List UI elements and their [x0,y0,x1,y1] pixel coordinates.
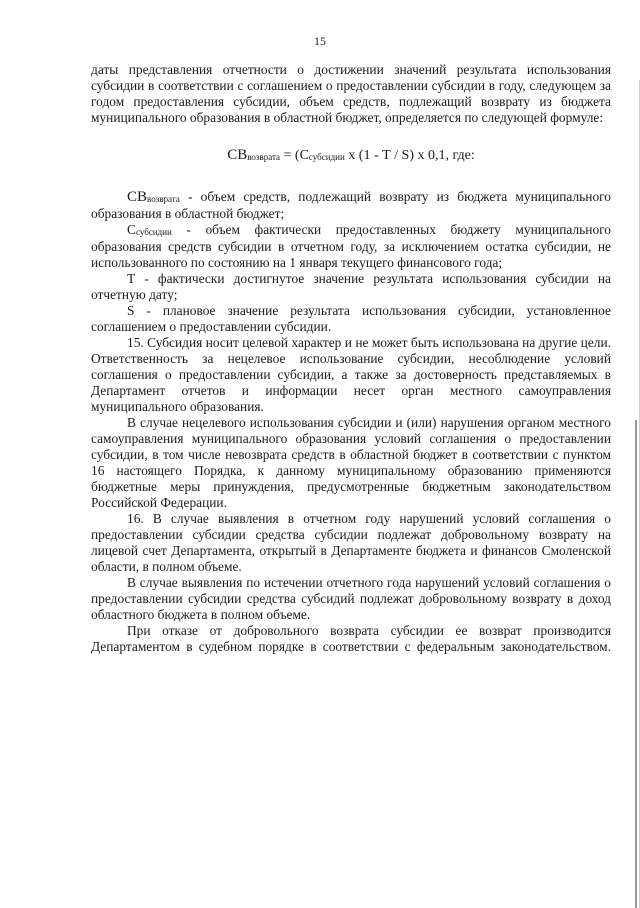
formula-rest: х (1 - Т / S) х 0,1, где: [344,148,475,163]
definition-s [91,303,611,335]
paragraph-15: 15. Субсидия носит целевой характер и не может быть использована на другие цели. Ответственность за нецелевое использование субсидии, несоблюдение условий соглашения о предоставлении субсидии, а также за достоверность представляемых в Департамент отчетов и информации несет орган местного самоуправления муниципального образования. [91,335,611,414]
definition-symbol: Т [127,271,136,286]
intro-paragraph: даты представления отчетности о достижении значений результата использования субсидии в соответствии с соглашением о предоставлении субсидии в году, следующем за годом предоставления субсидии, объем средств, подлежащий возврату из бюджета муниципального образования в областной бюджет, определяется по следующей формуле: [91,62,611,125]
definition-symbol: S [127,303,135,318]
formula-c-subscript: субсидии [308,152,345,162]
definition-text: - объем средств, подлежащий возврату из бюджета муниципального образования в областной бюджет; [91,189,611,221]
return-formula [91,146,611,165]
definition-cv [91,189,611,222]
definition-t [91,271,611,303]
paragraph-misuse: В случае нецелевого использования субсидии и (или) нарушения органом местного самоуправления муниципального образования условий соглашения о предоставлении субсидии, в том числе невозврата средств в областной бюджет в соответствии с пунктом 16 настоящего Порядка, к данному муниципальному образованию применяются бюджетные меры принуждения, предусмотренные бюджетным законодательством Российской Федерации. [91,415,611,510]
page-number: 15 [314,34,326,48]
definition-symbol: СВ [127,189,148,205]
definition-symbol: С [127,222,136,237]
paragraph-refusal: При отказе от добровольного возврата субсидии ее возврат производится Департаментом в судебном порядке в соответствии с федеральным законодательством. [91,623,611,654]
definition-symbol-subscript: субсидии [135,227,172,237]
definition-symbol-subscript: возврата [147,194,180,204]
definition-text: - фактически достигнутое значение результата использования субсидии на отчетную дату; [91,271,611,302]
formula-lhs-subscript: возврата [247,152,281,162]
scan-edge-shadow [635,420,637,908]
paragraph-16: 16. В случае выявления в отчетном году нарушений условий соглашения о предоставлении субсидии средства субсидии подлежат добровольному возврату на лицевой счет Департамента, открытый в Департаменте бюджета и финансов Смоленской области, в полном объеме. [91,511,611,574]
definition-text: - плановое значение результата использования субсидии, установленное соглашением о предоставлении субсидии. [91,303,611,334]
document-body [91,62,611,655]
formula-equals-open: = (С [280,148,309,163]
formula-lhs: СВ [227,147,248,163]
definition-c [91,222,611,271]
definition-text: - объем фактически предоставленных бюджету муниципального образования средств субсидии в отчетном году, за исключением остатка субсидии, не использованного по состоянию на 1 января текущего финансового года; [91,222,611,270]
paragraph-after-year: В случае выявления по истечении отчетного года нарушений условий соглашения о предоставлении субсидии средства субсидий подлежат добровольному возврату в доход областного бюджета в полном объеме. [91,575,611,622]
